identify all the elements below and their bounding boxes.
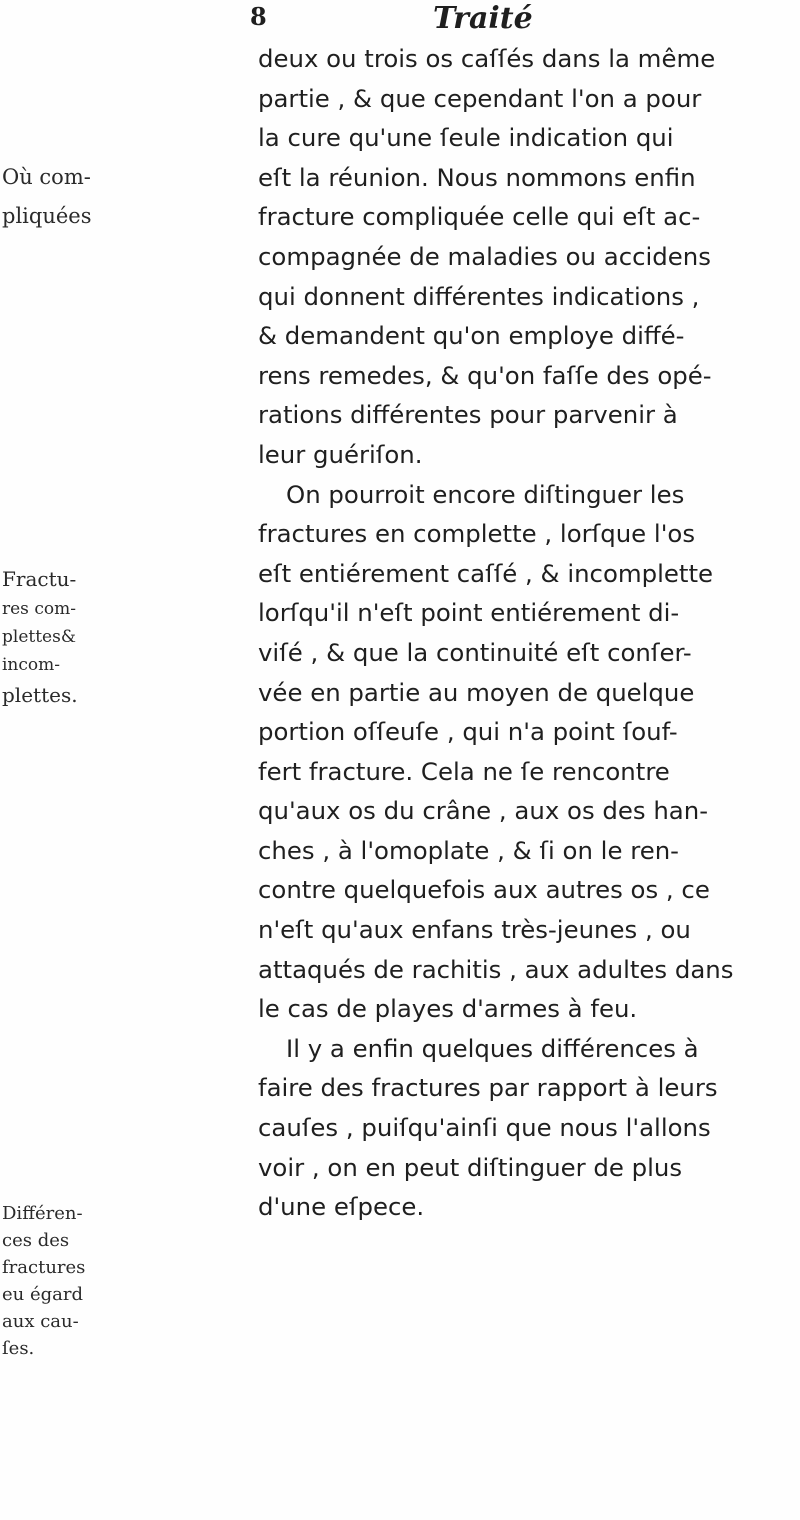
text-line: fractures en complette , lorſque l'os: [258, 519, 696, 549]
margin-note-line: eu égard: [2, 1284, 83, 1305]
text-line: Il y a enfin quelques différences à: [286, 1033, 699, 1063]
text-line: contre quelquefois aux autres os , ce: [258, 875, 710, 905]
margin-note-line: ſes.: [2, 1338, 35, 1359]
text-line: leur guériſon.: [258, 439, 423, 469]
margin-note-line: plettes&: [2, 627, 76, 647]
margin-note-line: aux cau-: [2, 1311, 79, 1332]
text-line: ches , à l'omoplate , & ſi on le ren-: [258, 835, 679, 865]
text-line: lorſqu'il n'eſt point entiérement di-: [258, 598, 680, 628]
text-line: viſé , & que la continuité eſt conſer-: [258, 637, 692, 667]
text-line: fert fracture. Cela ne ſe rencontre: [258, 756, 670, 786]
text-line: le cas de playes d'armes à feu.: [258, 994, 638, 1024]
running-head: Traité: [433, 1, 533, 36]
margin-note-line: ces des: [2, 1230, 70, 1251]
margin-note-line: Fractu-: [2, 567, 77, 591]
text-line: deux ou trois os caſſés dans la même: [258, 44, 716, 73]
text-line: eſt la réunion. Nous nommons enfin: [258, 162, 696, 192]
margin-note-completes: [2, 563, 94, 711]
text-line: eſt entiérement caſſé , & incomplette: [258, 558, 714, 588]
margin-note-line: pliquées: [2, 204, 92, 228]
text-line: portion oſſeuſe , qui n'a point ſouf-: [258, 717, 678, 747]
text-line: vée en partie au moyen de quelque: [258, 677, 695, 707]
text-line: On pourroit encore diſtinguer les: [286, 479, 685, 509]
text-line: rations différentes pour parvenir à: [258, 400, 678, 430]
margin-note-line: Différen-: [2, 1203, 83, 1224]
text-line: cauſes , puiſqu'ainſi que nous l'allons: [258, 1113, 711, 1143]
body-text: [258, 39, 778, 1227]
page-header: [250, 2, 770, 38]
margin-note-line: res com-: [2, 599, 76, 619]
margin-note-line: Où com-: [2, 165, 91, 189]
margin-note-differences: [2, 1200, 94, 1362]
text-line: qu'aux os du crâne , aux os des han-: [258, 796, 709, 826]
margin-note-compliquees: [2, 158, 94, 236]
text-line: faire des fractures par rapport à leurs: [258, 1073, 718, 1103]
text-line: rens remedes, & qu'on faſſe des opé-: [258, 360, 712, 390]
text-line: voir , on en peut diſtinguer de plus: [258, 1152, 683, 1182]
margin-note-line: incom-: [2, 655, 61, 675]
text-line: la cure qu'une ſeule indication qui: [258, 123, 674, 153]
page-number: 8: [250, 2, 267, 31]
margin-note-line: fractures: [2, 1257, 86, 1278]
text-line: n'eſt qu'aux enfans très-jeunes , ou: [258, 915, 691, 945]
text-line: fracture compliquée celle qui eſt ac-: [258, 202, 701, 232]
text-line: partie , & que cependant l'on a pour: [258, 83, 702, 113]
margin-note-line: plettes.: [2, 683, 78, 707]
text-line: attaqués de rachitis , aux adultes dans: [258, 954, 734, 984]
text-line: compagnée de maladies ou accidens: [258, 241, 711, 271]
text-line: d'une eſpece.: [258, 1192, 425, 1222]
text-line: & demandent qu'on employe diffé-: [258, 321, 685, 351]
text-line: qui donnent différentes indications ,: [258, 281, 700, 311]
